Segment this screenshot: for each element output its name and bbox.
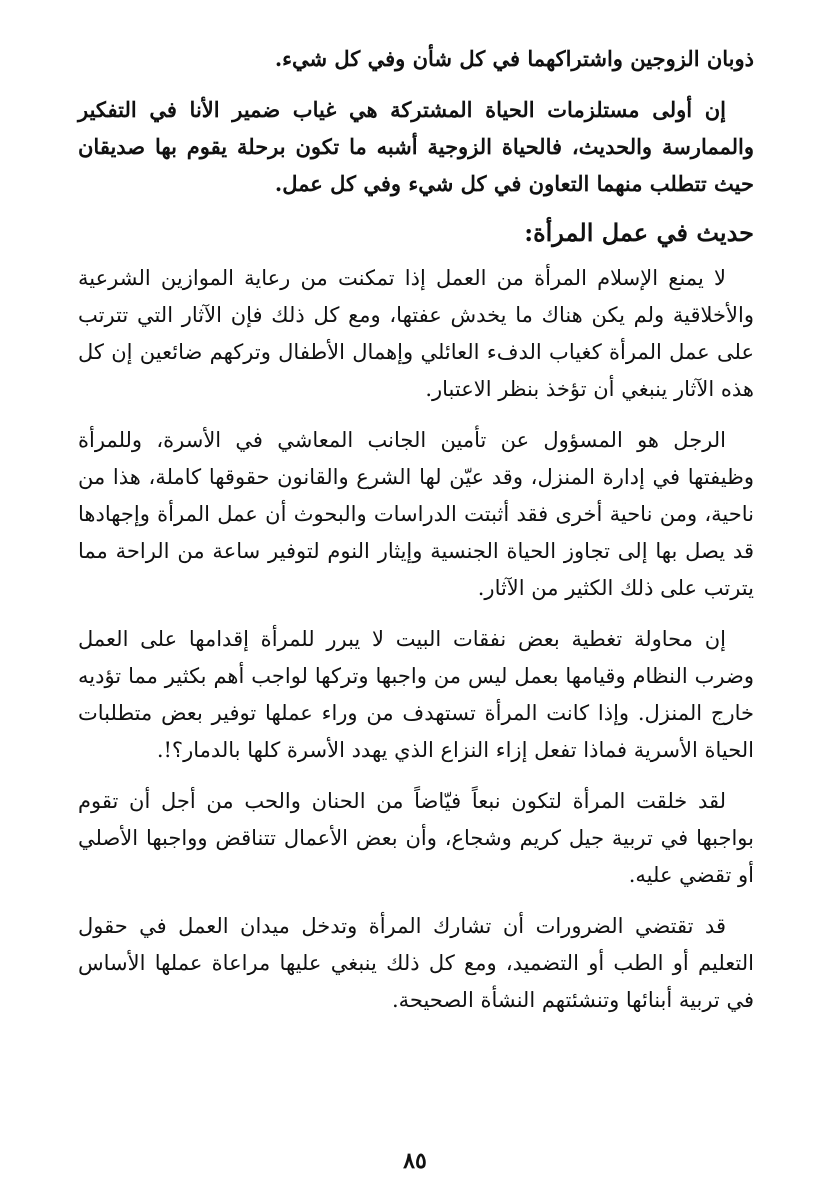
- spacer: [78, 77, 754, 91]
- paragraph-4: إن محاولة تغطية بعض نفقات البيت لا يبرر للمرأة إقدامها على العمل وضرب النظام وقيامها بعمل ليس من واجبها وتركها لواجب أهم بكثير مما تؤديه خارج المنزل. وإذا كانت المرأة تستهدف من وراء عملها توفير بعض متطلبات الحياة الأسرية فماذا تفعل إزاء النزاع الذي يهدد الأسرة كلها بالدمار؟!.: [78, 627, 754, 762]
- paragraph-2: لا يمنع الإسلام المرأة من العمل إذا تمكنت من رعاية الموازين الشرعية والأخلاقية ولم يكن هناك ما يخدش عفتها، ومع كل ذلك فإن الآثار التي تترتب على عمل المرأة كغياب الدفء العائلي وإهمال الأطفال وتركهم ضائعين إن كل هذه الآثار ينبغي أن تؤخذ بنظر الاعتبار.: [78, 266, 754, 401]
- page-number: ٨٥: [403, 1148, 427, 1174]
- opening-line: ذوبان الزوجين واشتراكهما في كل شأن وفي كل شيء.: [274, 46, 754, 71]
- paragraph-5: لقد خلقت المرأة لتكون نبعاً فيّاضاً من الحنان والحب من أجل أن تقوم بواجبها في تربية جيل كريم وشجاع، وأن بعض الأعمال تتناقض وواجبها الأصلي أو تقضي عليه.: [78, 789, 754, 887]
- page-body: [78, 40, 754, 1033]
- section-heading: حديث في عمل المرأة:: [524, 218, 754, 247]
- paragraph-3: الرجل هو المسؤول عن تأمين الجانب المعاشي في الأسرة، وللمرأة وظيفتها في إدارة المنزل، وقد عيّن لها الشرع والقانون حقوقها كاملة، هذا من ناحية، ومن ناحية أخرى فقد أثبتت الدراسات والبحوث أن عمل المرأة وإجهادها قد يصل بها إلى تجاوز الحياة الجنسية وإيثار النوم لتوفير ساعة من الراحة مما يترتب على ذلك الكثير من الآثار.: [78, 428, 754, 600]
- paragraph-6: قد تقتضي الضرورات أن تشارك المرأة وتدخل ميدان العمل في حقول التعليم أو الطب أو التضميد، ومع كل ذلك ينبغي عليها مراعاة عملها الأساس في تربية أبنائها وتنشئتهم النشأة الصحيحة.: [78, 914, 754, 1012]
- paragraph-1: إن أولى مستلزمات الحياة المشتركة هي غياب ضمير الأنا في التفكير والممارسة والحديث، فالحياة الزوجية أشبه ما تكون برحلة يقوم بها صديقان حيث تتطلب منهما التعاون في كل شيء وفي كل عمل.: [78, 97, 754, 196]
